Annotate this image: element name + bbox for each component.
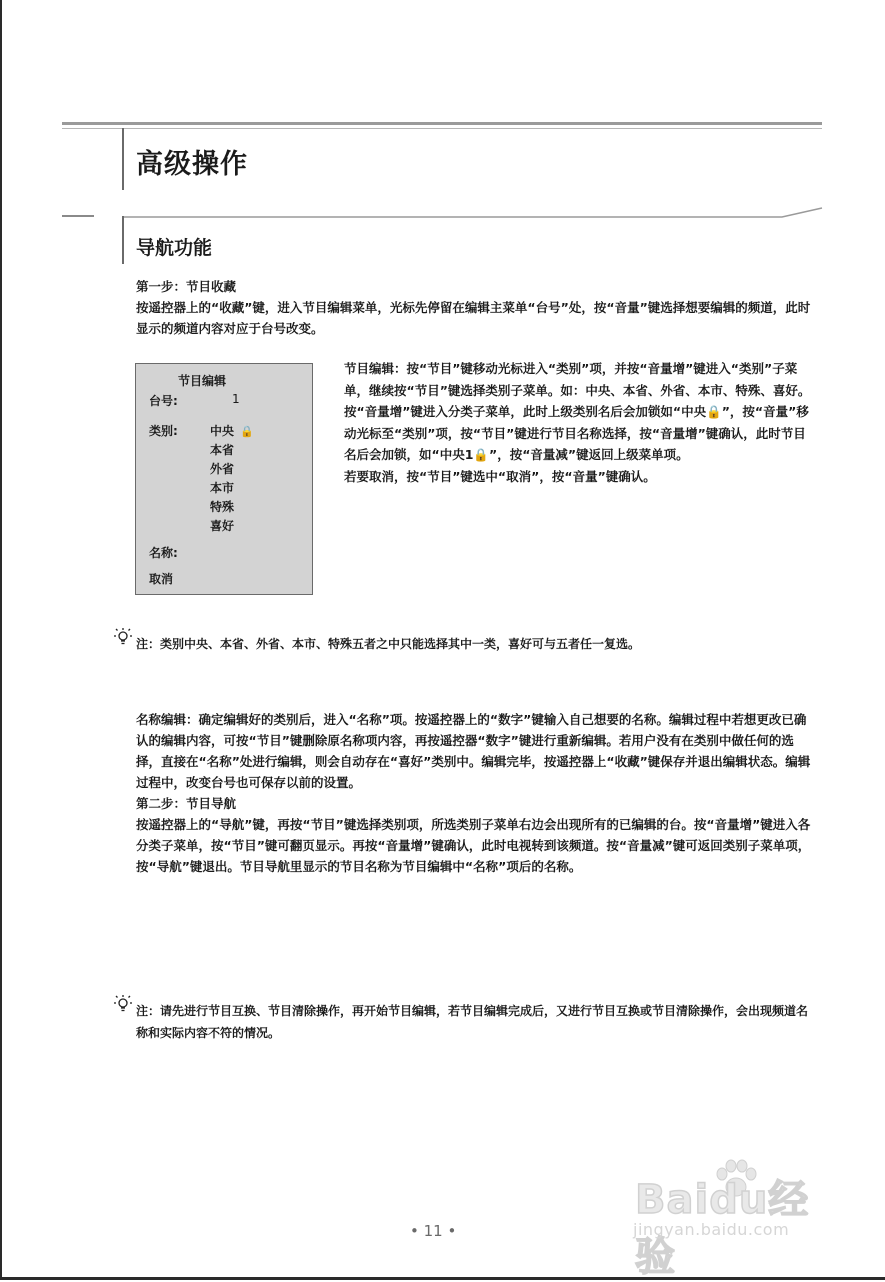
note-category-rule: 注：类别中央、本省、外省、本市、特殊五者之中只能选择其中一类，喜好可与五者任一复选。 [136, 637, 641, 651]
name-edit-body: 名称编辑：确定编辑好的类别后，进入“名称”项。按遥控器上的“数字”键输入自己想要的名称。编辑过程中若想更改已确认的编辑内容，可按“节目”键删除原名称项内容，再按遥控器“数字”键进行重新编辑。若用户没有在类别中做任何的选择，直接在“名称”处进行编辑，则会自动存在“喜好”类别中。编辑完毕，按遥控器上“收藏”键保存并退出编辑状态。编辑过程中，改变台号也可保存以前的设置。 [136, 712, 811, 790]
note-edit-order: 注：请先进行节目互换、节目清除操作，再开始节目编辑，若节目编辑完成后，又进行节目互换或节目清除操作，会出现频道名称和实际内容不符的情况。 [136, 1004, 809, 1040]
name-edit-block [136, 709, 812, 877]
menu-channel-value: 1 [232, 392, 240, 406]
baidu-watermark [625, 1158, 845, 1280]
section-accent-bar [122, 216, 124, 264]
header-accent-bar [122, 128, 124, 190]
header-rule-thin [62, 128, 822, 129]
section-title: 导航功能 [136, 237, 213, 259]
cancel-instruction: 若要取消，按“节目”键选中“取消”，按“音量”键确认。 [344, 468, 656, 484]
menu-title: 节目编辑 [178, 374, 227, 388]
page-number: • 11 • [410, 1222, 457, 1240]
program-edit-menu [135, 363, 313, 595]
menu-category-item: 本省 [210, 443, 235, 457]
menu-category-item: 喜好 [210, 519, 235, 533]
lightbulb-icon [113, 994, 133, 1014]
page-frame-left [0, 0, 2, 1280]
menu-channel-label: 台号: [149, 394, 178, 408]
menu-category-item: 本市 [210, 481, 235, 495]
watermark-url: jingyan.baidu.com [633, 1220, 790, 1239]
page-title: 高级操作 [136, 149, 248, 180]
step2-body: 按遥控器上的“导航”键，再按“节目”键选择类别项，所选类别子菜单右边会出现所有的已编辑的台。按“音量增”键进入各分类子菜单，按“节目”键可翻页显示。再按“音量增”键确认，此时电视转到该频道。按“音量减”键可返回类别子菜单项，按“导航”键退出。节目导航里显示的节目名称为节目编辑中“名称”项后的名称。 [136, 817, 811, 874]
step2-heading: 第二步：节目导航 [136, 796, 237, 811]
menu-name-label: 名称: [149, 546, 178, 560]
header-rule [62, 122, 822, 125]
program-edit-description [344, 358, 812, 487]
menu-cancel-label: 取消 [149, 572, 174, 586]
step1-body: 按遥控器上的“收藏”键，进入节目编辑菜单，光标先停留在编辑主菜单“台号”处，按“音量”键选择想要编辑的频道，此时显示的频道内容对应于台号改变。 [136, 300, 811, 336]
section-rule [62, 200, 824, 222]
menu-category-label: 类别: [149, 424, 178, 438]
step1-block [136, 276, 816, 339]
menu-category-item: 特殊 [210, 500, 235, 514]
watermark-main-text: Baidu经验 [635, 1177, 810, 1280]
step1-heading: 第一步：节目收藏 [136, 279, 237, 294]
lightbulb-icon [113, 627, 133, 647]
menu-category-label-text: 中央 [210, 424, 235, 438]
lock-icon: 🔒 [240, 425, 254, 438]
menu-category-item [210, 422, 254, 439]
menu-category-item: 外省 [210, 462, 235, 476]
program-edit-text: 节目编辑：按“节目”键移动光标进入“类别”项，并按“音量增”键进入“类别”子菜单，继续按“节目”键选择类别子菜单。如：中央、本省、外省、本市、特殊、喜好。按“音量增”键进入分类子菜单，此时上级类别名后会加锁如“中央🔒”，按“音量”移动光标至“类别”项，按“节目”键进行节目名称选择，按“音量增”键确认，此时节目名后会加锁，如“中央1🔒”，按“音量减”键返回上级菜单项。 [344, 361, 811, 462]
